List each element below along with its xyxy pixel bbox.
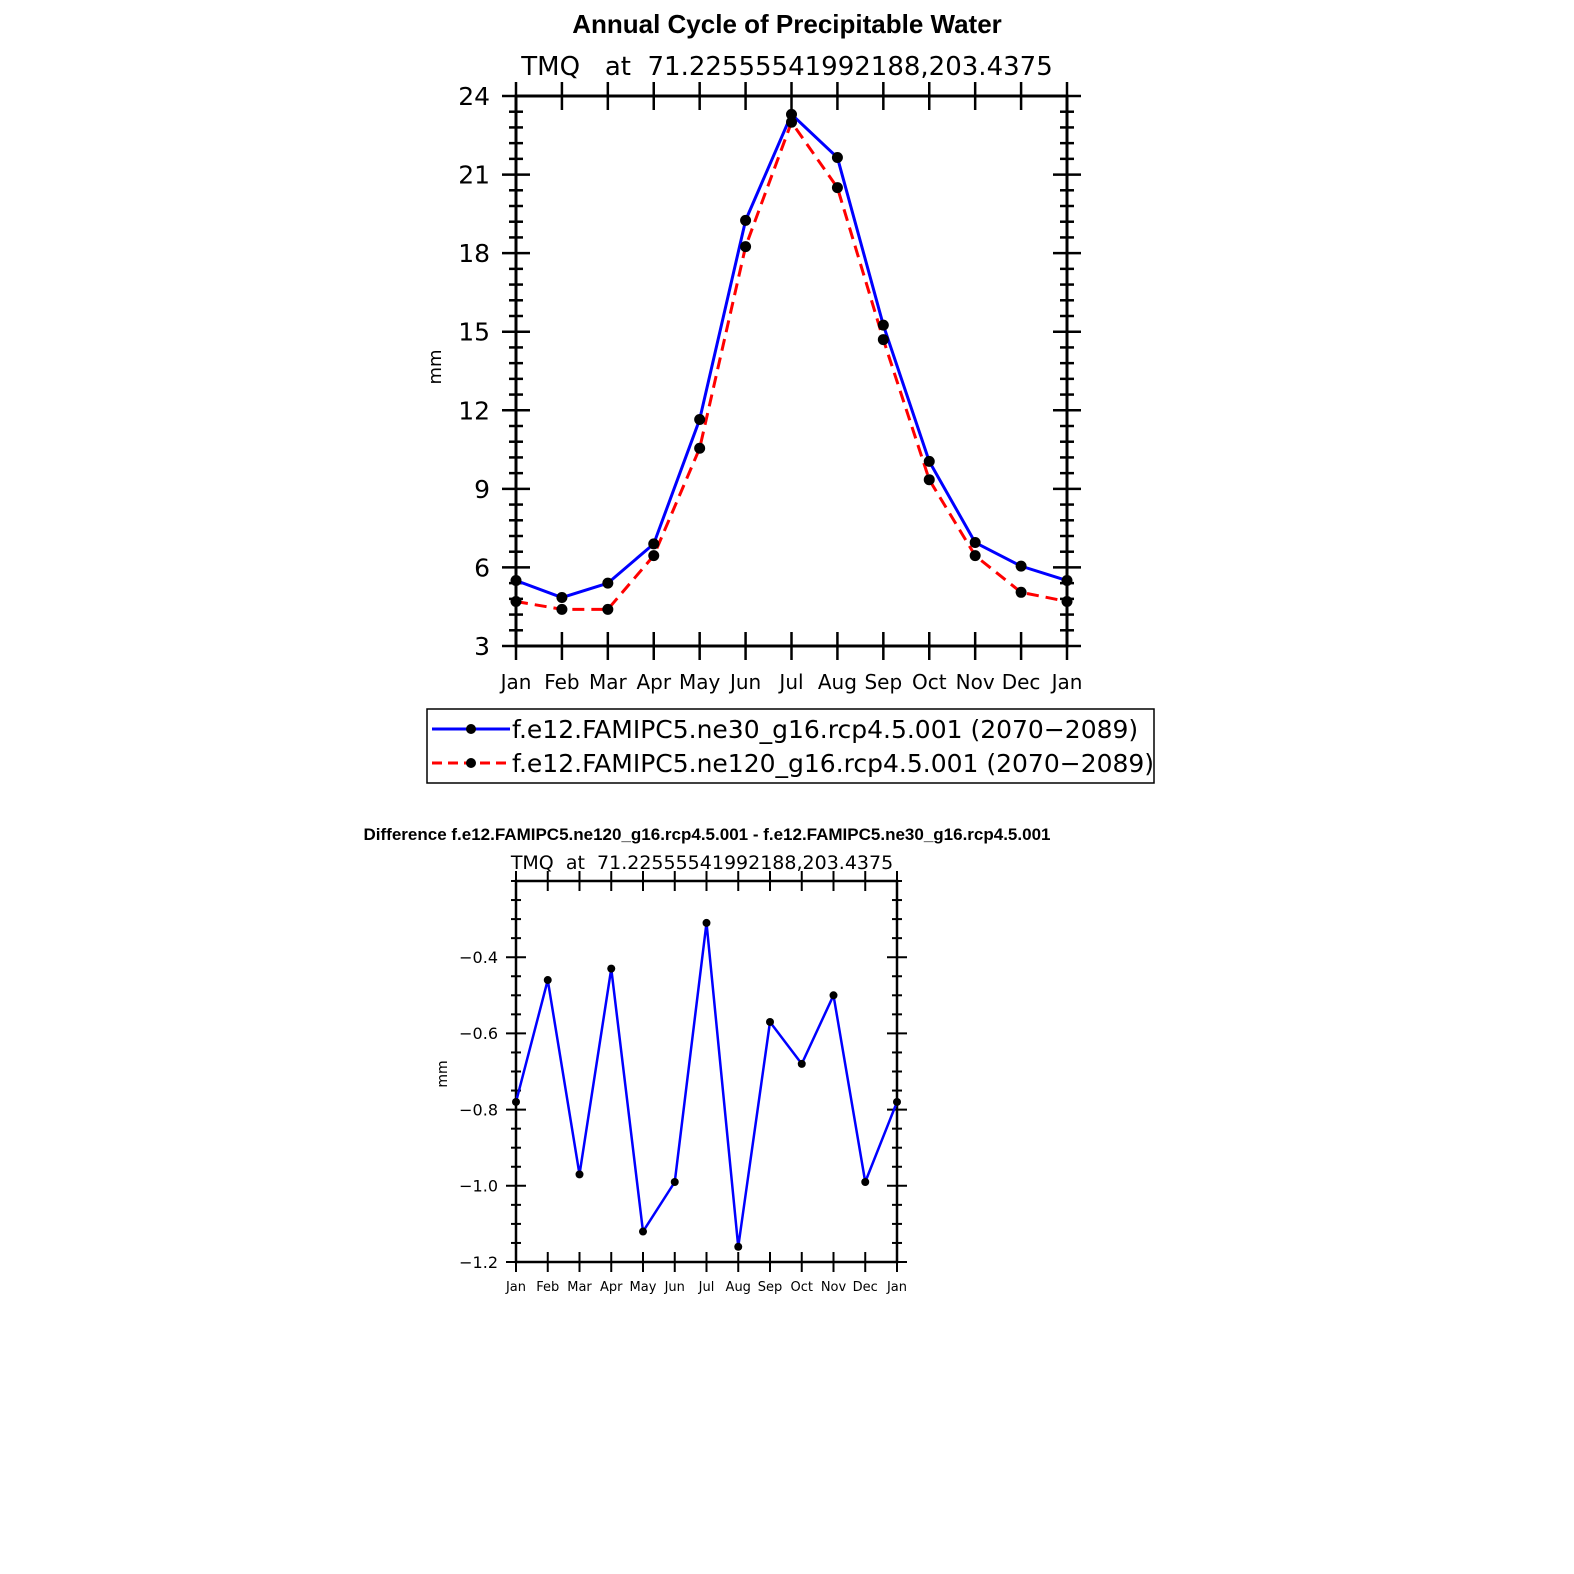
y-tick-label: 21	[458, 160, 490, 190]
difference-chart	[364, 825, 1051, 1295]
data-point-series-0	[576, 1170, 584, 1178]
legend-marker-series-a	[466, 724, 476, 734]
x-tick-label: Mar	[567, 1280, 592, 1295]
data-point-series-0	[878, 320, 889, 331]
chart1-title: Annual Cycle of Precipitable Water	[572, 9, 1002, 39]
y-tick-label: 3	[474, 632, 490, 661]
data-point-series-0	[511, 575, 522, 586]
data-point-series-0	[556, 592, 567, 603]
data-point-series-0	[740, 215, 751, 226]
data-point-series-0	[861, 1178, 869, 1186]
series-line-1	[516, 122, 1067, 609]
x-tick-label: May	[629, 1280, 657, 1295]
data-point-series-0	[703, 919, 711, 927]
data-point-series-0	[694, 414, 705, 425]
chart1-axes	[502, 82, 1081, 660]
x-tick-label: Jul	[698, 1280, 715, 1295]
data-point-series-1	[786, 117, 797, 128]
x-tick-label: Dec	[852, 1280, 878, 1295]
data-point-series-0	[970, 537, 981, 548]
x-tick-label: Apr	[636, 670, 672, 694]
chart2-ylabel: mm	[435, 1060, 451, 1088]
legend-label-series-a: f.e12.FAMIPC5.ne30_g16.rcp4.5.001 (2070−2089)	[512, 715, 1139, 744]
data-point-series-1	[924, 474, 935, 485]
legend-label-series-b: f.e12.FAMIPC5.ne120_g16.rcp4.5.001 (2070−2089)	[512, 749, 1155, 778]
y-tick-label: 6	[474, 553, 490, 583]
data-point-series-0	[832, 152, 843, 163]
x-tick-label: Jan	[500, 670, 532, 694]
y-tick-label: −1.0	[459, 1176, 498, 1196]
x-tick-label: Nov	[820, 1280, 847, 1295]
data-point-series-0	[924, 456, 935, 467]
chart2-subtitle: TMQ at 71.22555541992188,203.4375	[510, 852, 894, 874]
data-point-series-0	[734, 1243, 742, 1251]
y-tick-label: 18	[458, 239, 490, 269]
chart1-ylabel: mm	[425, 349, 446, 385]
y-tick-label: 24	[458, 82, 490, 111]
x-tick-label: Jan	[886, 1280, 908, 1295]
data-point-series-1	[1016, 587, 1027, 598]
series-line-0	[516, 923, 897, 1247]
data-point-series-0	[1062, 575, 1073, 586]
data-point-series-1	[694, 443, 705, 454]
x-tick-label: Jun	[664, 1280, 685, 1295]
x-tick-label: Feb	[536, 1280, 560, 1295]
x-tick-label: Jan	[1051, 670, 1083, 694]
data-point-series-0	[893, 1098, 901, 1106]
data-point-series-0	[639, 1228, 647, 1236]
data-point-series-1	[1062, 596, 1073, 607]
data-point-series-1	[511, 596, 522, 607]
x-tick-label: Oct	[790, 1280, 813, 1295]
x-tick-label: Jul	[779, 670, 804, 694]
data-point-series-1	[740, 241, 751, 252]
y-tick-label: −0.4	[459, 947, 498, 967]
plot-frame	[516, 881, 897, 1262]
x-tick-label: Oct	[911, 670, 947, 694]
data-point-series-0	[766, 1018, 774, 1026]
x-tick-label: Apr	[600, 1280, 623, 1295]
x-tick-label: Sep	[864, 670, 903, 694]
data-point-series-0	[602, 578, 613, 589]
x-tick-label: Jan	[505, 1280, 527, 1295]
y-tick-label: 9	[474, 474, 490, 504]
chart1-legend	[427, 709, 1154, 783]
y-tick-label: −1.2	[459, 1252, 498, 1272]
x-tick-label: Feb	[544, 670, 580, 694]
data-point-series-1	[970, 550, 981, 561]
x-tick-label: May	[678, 670, 721, 694]
x-tick-label: Dec	[1001, 670, 1041, 694]
x-tick-label: Aug	[725, 1280, 751, 1295]
data-point-series-1	[602, 604, 613, 615]
data-point-series-0	[648, 538, 659, 549]
data-point-series-1	[832, 182, 843, 193]
chart1-subtitle: TMQ at 71.22555541992188,203.4375	[521, 52, 1053, 82]
series-line-0	[516, 114, 1067, 597]
data-point-series-1	[878, 334, 889, 345]
chart1-series	[511, 109, 1073, 615]
chart1-tick-labels	[458, 82, 1082, 694]
data-point-series-1	[648, 550, 659, 561]
data-point-series-0	[830, 991, 838, 999]
annual-cycle-chart	[425, 9, 1154, 783]
data-point-series-0	[671, 1178, 679, 1186]
data-point-series-0	[512, 1098, 520, 1106]
data-point-series-0	[607, 965, 615, 973]
x-tick-label: Mar	[588, 670, 627, 694]
x-tick-label: Aug	[817, 670, 857, 694]
y-tick-label: 12	[458, 396, 490, 426]
chart2-series	[512, 919, 901, 1251]
y-tick-label: −0.8	[459, 1100, 498, 1120]
chart2-title: Difference f.e12.FAMIPC5.ne120_g16.rcp4.5.001 - f.e12.FAMIPC5.ne30_g16.rcp4.5.001	[363, 825, 1051, 844]
x-tick-label: Jun	[729, 670, 762, 694]
data-point-series-0	[544, 976, 552, 984]
x-tick-label: Nov	[955, 670, 995, 694]
y-tick-label: −0.6	[459, 1024, 498, 1044]
legend-marker-series-b	[466, 758, 476, 768]
x-tick-label: Sep	[757, 1280, 783, 1295]
data-point-series-0	[1016, 561, 1027, 572]
data-point-series-1	[556, 604, 567, 615]
y-tick-label: 15	[458, 317, 490, 347]
data-point-series-0	[798, 1060, 806, 1068]
